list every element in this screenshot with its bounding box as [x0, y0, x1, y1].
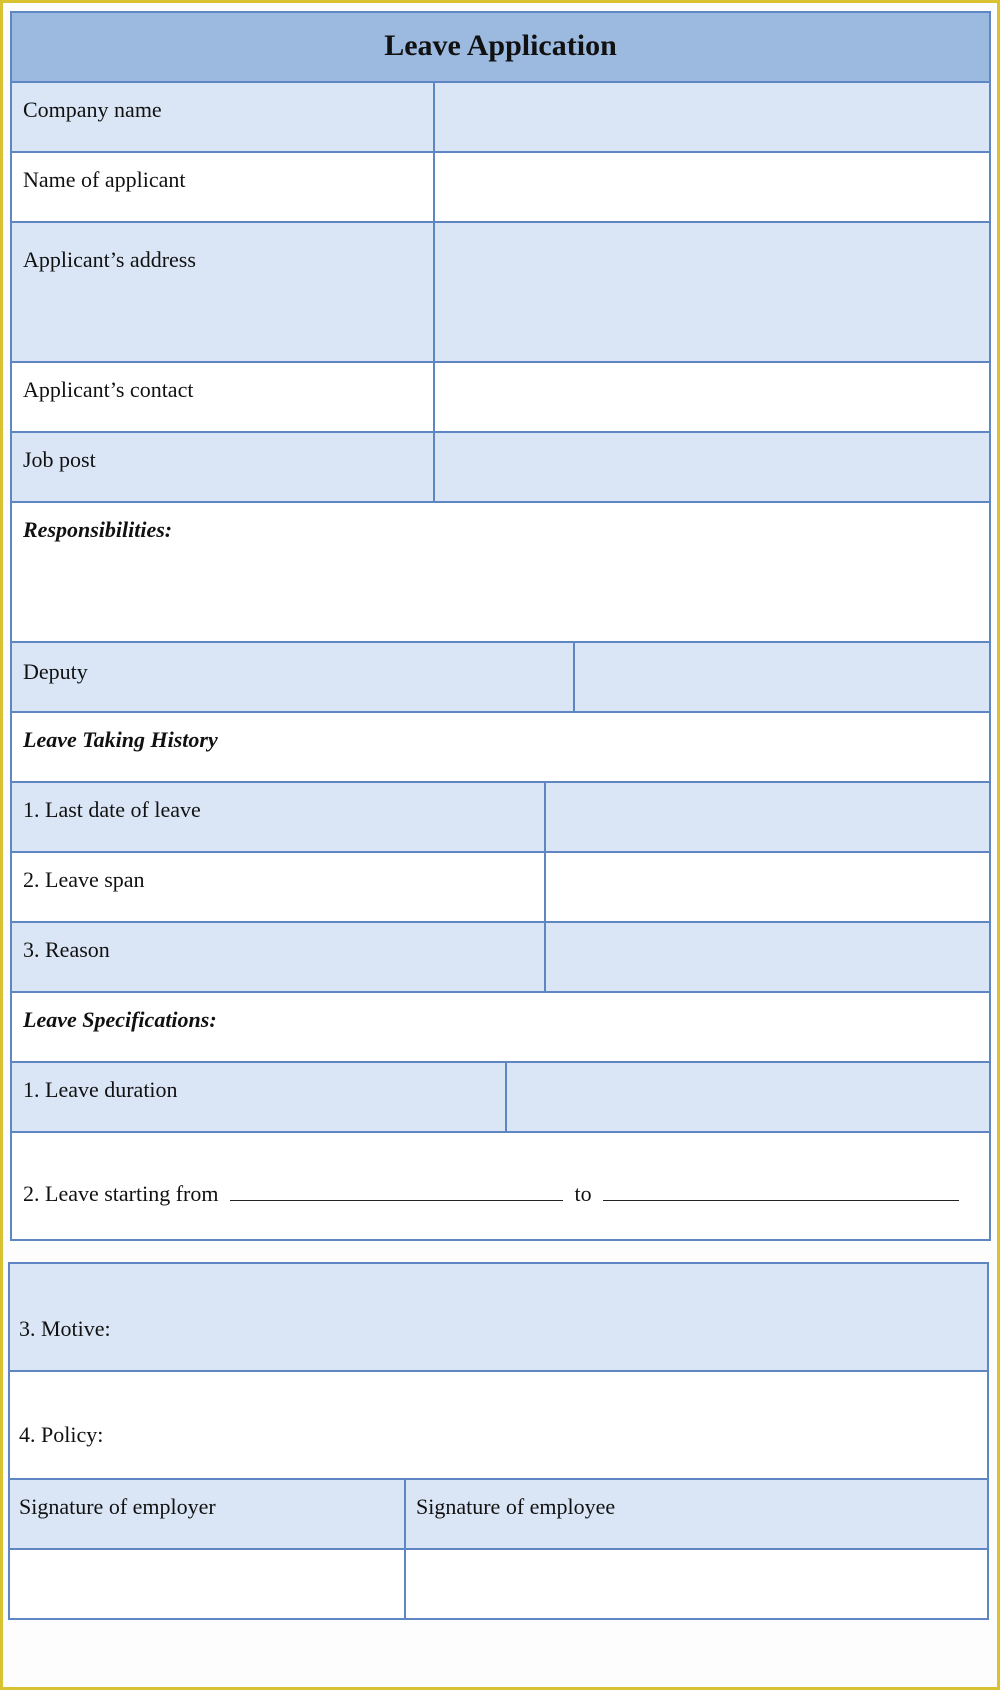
- signature-employee-label: Signature of employee: [416, 1494, 616, 1519]
- responsibilities-row: [10, 501, 991, 643]
- policy-row: [8, 1370, 989, 1480]
- company-name-row: [10, 81, 991, 153]
- leave-span-label-cell: [10, 851, 546, 923]
- leave-duration-label: 1. Leave duration: [23, 1077, 178, 1102]
- signature-fields-row: [8, 1548, 989, 1620]
- applicant-address-field[interactable]: [433, 221, 991, 363]
- applicant-contact-field[interactable]: [433, 361, 991, 433]
- leave-span-row: [10, 851, 991, 923]
- leave-starting-row: [10, 1131, 991, 1241]
- leave-specs-row: [10, 991, 991, 1063]
- reason-field[interactable]: [544, 921, 991, 993]
- reason-label-cell: [10, 921, 546, 993]
- deputy-label-cell: [10, 641, 575, 713]
- leave-history-header: [10, 711, 991, 783]
- reason-label: 3. Reason: [23, 937, 110, 962]
- job-post-label-cell: [10, 431, 435, 503]
- company-name-label-cell: [10, 81, 435, 153]
- applicant-contact-row: [10, 361, 991, 433]
- leave-start-date-field[interactable]: [230, 1182, 563, 1201]
- policy-label: 4. Policy:: [19, 1422, 104, 1447]
- leave-history-row: [10, 711, 991, 783]
- signature-employer-label: Signature of employer: [19, 1494, 216, 1519]
- policy-field[interactable]: [8, 1370, 989, 1480]
- responsibilities-field[interactable]: [10, 501, 991, 643]
- reason-row: [10, 921, 991, 993]
- leave-duration-row: [10, 1061, 991, 1133]
- to-label: to: [574, 1181, 592, 1206]
- signature-labels-row: [8, 1478, 989, 1550]
- responsibilities-label: Responsibilities:: [23, 517, 173, 542]
- leave-starting-line: [23, 1181, 959, 1207]
- last-date-row: [10, 781, 991, 853]
- job-post-field[interactable]: [433, 431, 991, 503]
- applicant-name-field[interactable]: [433, 151, 991, 223]
- deputy-row: [10, 641, 991, 713]
- applicant-address-row: [10, 221, 991, 363]
- motive-row: [8, 1262, 989, 1372]
- job-post-label: Job post: [23, 447, 96, 472]
- signature-employee-label-cell: [404, 1478, 989, 1550]
- signature-employer-field[interactable]: [8, 1548, 406, 1620]
- deputy-label: Deputy: [23, 659, 88, 684]
- last-date-label: 1. Last date of leave: [23, 797, 201, 822]
- last-date-field[interactable]: [544, 781, 991, 853]
- deputy-field[interactable]: [573, 641, 991, 713]
- applicant-name-row: [10, 151, 991, 223]
- applicant-contact-label: Applicant’s contact: [23, 377, 194, 402]
- leave-duration-label-cell: [10, 1061, 507, 1133]
- leave-starting-label: 2. Leave starting from: [23, 1181, 219, 1206]
- motive-field[interactable]: [8, 1262, 989, 1372]
- leave-specs-header: [10, 991, 991, 1063]
- motive-label: 3. Motive:: [19, 1316, 111, 1341]
- signature-employer-label-cell: [8, 1478, 406, 1550]
- form-title: Leave Application: [10, 11, 991, 83]
- applicant-name-label: Name of applicant: [23, 167, 186, 192]
- applicant-name-label-cell: [10, 151, 435, 223]
- applicant-address-label-cell: [10, 221, 435, 363]
- company-name-label: Company name: [23, 97, 162, 122]
- leave-span-label: 2. Leave span: [23, 867, 145, 892]
- signature-employee-field[interactable]: [404, 1548, 989, 1620]
- leave-span-field[interactable]: [544, 851, 991, 923]
- leave-end-date-field[interactable]: [603, 1182, 959, 1201]
- applicant-contact-label-cell: [10, 361, 435, 433]
- leave-duration-field[interactable]: [505, 1061, 991, 1133]
- job-post-row: [10, 431, 991, 503]
- leave-specs-label: Leave Specifications:: [23, 1007, 217, 1032]
- company-name-field[interactable]: [433, 81, 991, 153]
- leave-starting-cell: [10, 1131, 991, 1241]
- applicant-address-label: Applicant’s address: [23, 247, 196, 272]
- last-date-label-cell: [10, 781, 546, 853]
- leave-history-label: Leave Taking History: [23, 727, 218, 752]
